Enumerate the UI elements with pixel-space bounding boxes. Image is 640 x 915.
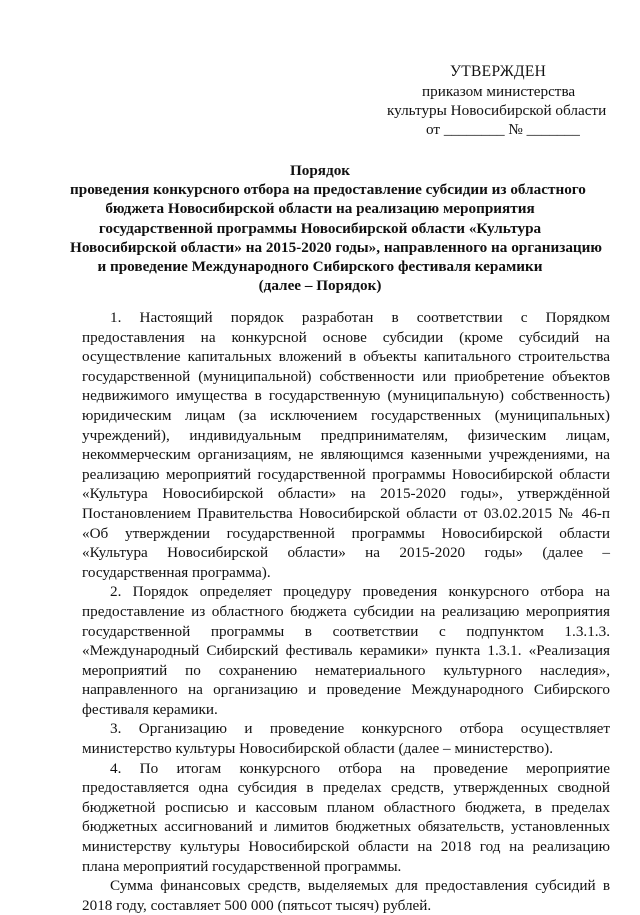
title-line: Новосибирской области» на 2015-2020 годы», направленного на организацию — [70, 238, 603, 256]
title-line: бюджета Новосибирской области на реализацию мероприятия — [105, 200, 535, 218]
title-line: проведения конкурсного отбора на предоставление субсидии из областного — [70, 181, 586, 199]
paragraph-funding: Сумма финансовых средств, выделяемых для предоставления субсидий в 2018 году, составляет 500 000 (пятьсот тысяч) рублей. — [82, 877, 610, 914]
approval-line-date-number: от ________ № _______ — [426, 121, 580, 138]
paragraph-2: 2. Порядок определяет процедуру проведения конкурсного отбора на предоставление из областного бюджета субсидии на реализацию мероприятия государственной программы в соответствии с подпунктом 1.3.1.3. «Международный Сибирский фестиваль керамики» пункта 1.3.1. «Реализация мероприятий по сохранению нематериального культурного наследия», направленного на организацию и проведение Международного Сибирского фестиваля керамики. — [82, 583, 610, 718]
title-line: государственной программы Новосибирской области «Культура — [98, 219, 542, 237]
title-line: и проведение Международного Сибирского фестиваля керамики — [97, 258, 543, 276]
approval-title: УТВЕРЖДЕН — [450, 63, 547, 80]
document-body — [82, 308, 610, 915]
document-title — [70, 161, 603, 295]
paragraph-1: 1. Настоящий порядок разработан в соответствии с Порядком предоставления на конкурсной основе субсидии (кроме субсидий на осуществление капитальных вложений в объекты капитального строительства государственной (муниципальной) собственности или приобретение объектов недвижимого имущества в государственную (муниципальную) собственность) юридическим лицам (за исключением государственных (муниципальных) учреждений), индивидуальным предпринимателям, физическим лицам, некоммерческим организациям, не являющимся казенными учреждениями, на реализацию мероприятий государственной программы Новосибирской области «Культура Новосибирской области» на 2015-2020 годы», утверждённой Постановлением Правительства Новосибирской области от 03.02.2015 № 46-п «Об утверждении государственной программы Новосибирской области «Культура Новосибирской области» на 2015-2020 годы» (далее – государственная программа). — [82, 309, 610, 581]
paragraph-4: 4. По итогам конкурсного отбора на проведение мероприятие предоставляется одна субсидия в пределах средств, утвержденных сводной бюджетной росписью и кассовым планом областного бюджета, в пределах бюджетных ассигнований и лимитов бюджетных обязательств, установленных министерству культуры Новосибирской области на 2018 год на реализацию плана мероприятий государственной программы. — [82, 759, 610, 875]
paragraph-3: 3. Организацию и проведение конкурсного отбора осуществляет министерство культуры Новосибирской области (далее – министерство). — [82, 720, 610, 758]
approval-line-ministry: культуры Новосибирской области — [387, 102, 607, 119]
title-line: (далее – Порядок) — [258, 277, 382, 295]
title-line: Порядок — [289, 162, 351, 179]
approval-line-order: приказом министерства — [422, 83, 576, 100]
